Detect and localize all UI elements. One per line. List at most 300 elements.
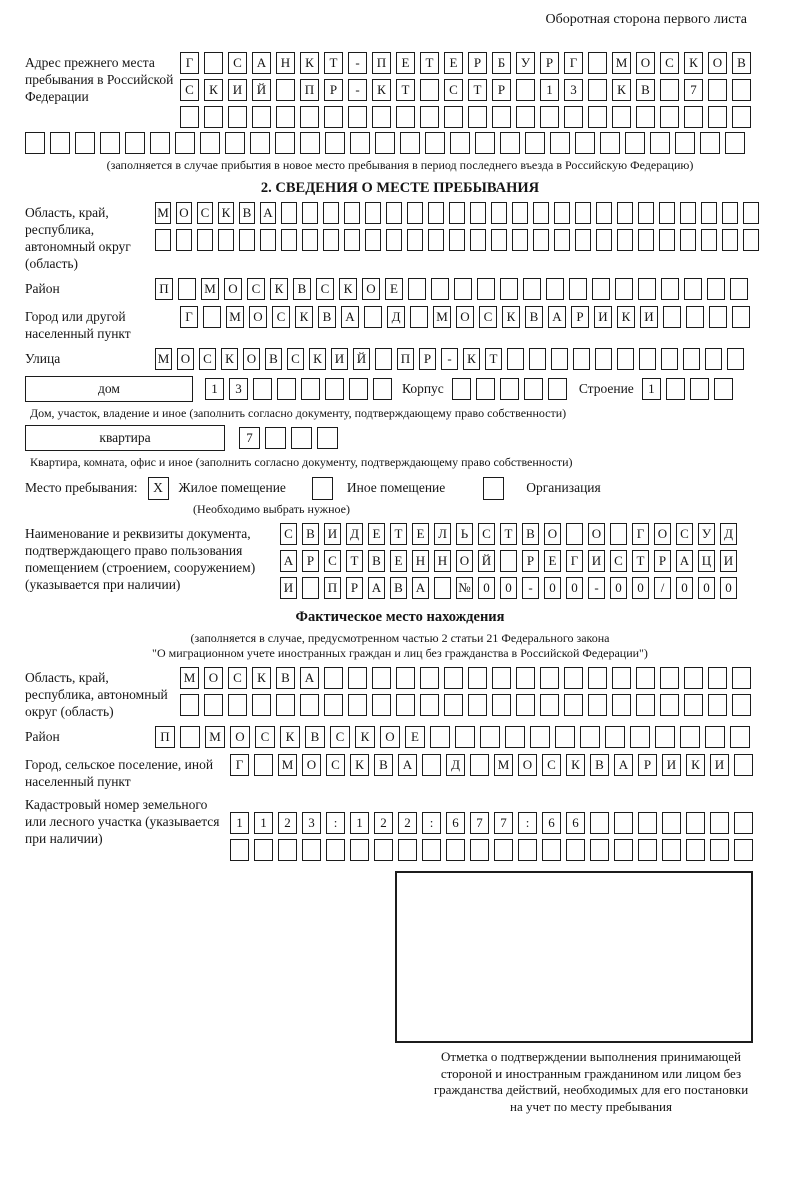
char-cell: Р bbox=[638, 754, 657, 776]
char-cell bbox=[680, 202, 696, 224]
char-cell bbox=[344, 202, 360, 224]
char-cell: И bbox=[331, 348, 348, 370]
char-cell bbox=[373, 378, 392, 400]
char-cell: В bbox=[390, 577, 407, 599]
char-cell bbox=[605, 726, 625, 748]
char-cell bbox=[708, 694, 727, 716]
char-cell bbox=[254, 754, 273, 776]
char-cell: Д bbox=[446, 754, 465, 776]
kadastr-grid bbox=[230, 794, 753, 861]
char-cell bbox=[252, 694, 271, 716]
char-cell bbox=[516, 667, 535, 689]
char-cell bbox=[684, 278, 702, 300]
char-cell: Й bbox=[252, 79, 271, 101]
char-cell bbox=[533, 202, 549, 224]
char-cell bbox=[470, 229, 486, 251]
char-cell: 6 bbox=[542, 812, 561, 834]
char-cell bbox=[588, 79, 607, 101]
char-cell: 1 bbox=[642, 378, 661, 400]
char-cell: Г bbox=[564, 52, 583, 74]
kvartira-row bbox=[25, 425, 775, 451]
char-cell: У bbox=[516, 52, 535, 74]
char-cell: Г bbox=[632, 523, 649, 545]
char-cell: 0 bbox=[632, 577, 649, 599]
char-cell bbox=[590, 812, 609, 834]
char-cell bbox=[349, 378, 368, 400]
char-cell bbox=[727, 348, 744, 370]
char-cell bbox=[468, 694, 487, 716]
char-cell: С bbox=[228, 52, 247, 74]
char-cell: В bbox=[293, 278, 311, 300]
char-cell bbox=[610, 523, 627, 545]
char-cell: С bbox=[197, 202, 213, 224]
char-cell bbox=[612, 106, 631, 128]
char-cell: С bbox=[326, 754, 345, 776]
char-cell bbox=[588, 106, 607, 128]
gorod-label: Город или другой населенный пункт bbox=[25, 309, 131, 341]
char-cell: В bbox=[522, 523, 539, 545]
char-cell bbox=[684, 667, 703, 689]
char-cell bbox=[500, 278, 518, 300]
char-cell: А bbox=[676, 550, 693, 572]
char-cell bbox=[516, 694, 535, 716]
char-cell bbox=[730, 278, 748, 300]
char-cell bbox=[428, 229, 444, 251]
char-cell bbox=[743, 229, 759, 251]
char-cell: С bbox=[324, 550, 341, 572]
char-cell: В bbox=[590, 754, 609, 776]
char-cell: С bbox=[660, 52, 679, 74]
char-cell bbox=[708, 667, 727, 689]
char-cell bbox=[218, 229, 234, 251]
char-cell bbox=[659, 202, 675, 224]
kadastr-grid-row-2 bbox=[230, 839, 753, 861]
char-cell: К bbox=[612, 79, 631, 101]
char-cell: Г bbox=[566, 550, 583, 572]
char-cell: В bbox=[525, 306, 543, 328]
char-cell bbox=[278, 839, 297, 861]
fact-raion-grid bbox=[155, 726, 750, 748]
char-cell bbox=[75, 132, 95, 154]
char-cell bbox=[732, 79, 751, 101]
char-cell bbox=[422, 754, 441, 776]
char-cell bbox=[454, 278, 472, 300]
char-cell bbox=[494, 839, 513, 861]
char-cell: В bbox=[636, 79, 655, 101]
char-cell: О bbox=[362, 278, 380, 300]
char-cell bbox=[301, 378, 320, 400]
char-cell bbox=[434, 577, 451, 599]
gorod-grid bbox=[180, 306, 750, 328]
char-cell bbox=[203, 306, 221, 328]
fact-raion-row bbox=[25, 726, 775, 748]
char-cell bbox=[348, 667, 367, 689]
char-cell bbox=[638, 202, 654, 224]
fact-gorod-row bbox=[25, 754, 775, 790]
fact-note-line-2: "О миграционном учете иностранных граждан и лиц без гражданства в Российской Федерации") bbox=[152, 646, 648, 660]
char-cell bbox=[317, 427, 338, 449]
char-cell bbox=[548, 378, 567, 400]
char-cell bbox=[596, 229, 612, 251]
char-cell: 0 bbox=[478, 577, 495, 599]
char-cell: И bbox=[588, 550, 605, 572]
char-cell: О bbox=[224, 278, 242, 300]
dom-box-label: дом bbox=[25, 376, 193, 402]
char-cell: Н bbox=[434, 550, 451, 572]
char-cell bbox=[228, 106, 247, 128]
char-cell: Н bbox=[276, 52, 295, 74]
char-cell: Т bbox=[324, 52, 343, 74]
char-cell: № bbox=[456, 577, 473, 599]
char-cell bbox=[554, 202, 570, 224]
char-cell: - bbox=[588, 577, 605, 599]
char-cell bbox=[372, 667, 391, 689]
char-cell: Е bbox=[412, 523, 429, 545]
char-cell: Т bbox=[346, 550, 363, 572]
char-cell: Л bbox=[434, 523, 451, 545]
char-cell: Т bbox=[396, 79, 415, 101]
char-cell bbox=[540, 694, 559, 716]
char-cell bbox=[444, 694, 463, 716]
char-cell bbox=[491, 229, 507, 251]
char-cell: А bbox=[614, 754, 633, 776]
char-cell: И bbox=[594, 306, 612, 328]
char-cell: К bbox=[463, 348, 480, 370]
char-cell bbox=[732, 667, 751, 689]
char-cell: М bbox=[155, 348, 172, 370]
char-cell: О bbox=[230, 726, 250, 748]
char-cell bbox=[566, 839, 585, 861]
fact-oblast-label: Область, край, республика, автономный округ (область) bbox=[25, 670, 168, 719]
char-cell: О bbox=[302, 754, 321, 776]
korpus-grid bbox=[452, 378, 567, 400]
mesto-row bbox=[25, 476, 775, 500]
oblast-grid bbox=[155, 202, 759, 251]
char-cell bbox=[420, 106, 439, 128]
char-cell bbox=[540, 106, 559, 128]
char-cell: О bbox=[243, 348, 260, 370]
char-cell bbox=[365, 229, 381, 251]
char-cell bbox=[150, 132, 170, 154]
stamp-caption bbox=[367, 1049, 800, 1115]
char-cell: С bbox=[478, 523, 495, 545]
char-cell: О bbox=[708, 52, 727, 74]
document-grid-row-2 bbox=[280, 550, 737, 572]
char-cell bbox=[732, 106, 751, 128]
ulitsa-label: Улица bbox=[25, 351, 61, 366]
mesto-note: (Необходимо выбрать нужное) bbox=[193, 502, 350, 516]
char-cell bbox=[705, 726, 725, 748]
char-cell: К bbox=[204, 79, 223, 101]
char-cell bbox=[420, 79, 439, 101]
char-cell bbox=[375, 348, 392, 370]
char-cell: М bbox=[180, 667, 199, 689]
char-cell bbox=[655, 726, 675, 748]
char-cell bbox=[507, 348, 524, 370]
char-cell bbox=[176, 229, 192, 251]
char-cell: К bbox=[339, 278, 357, 300]
char-cell bbox=[516, 79, 535, 101]
char-cell: / bbox=[654, 577, 671, 599]
char-cell bbox=[505, 726, 525, 748]
char-cell bbox=[476, 378, 495, 400]
char-cell: О bbox=[456, 550, 473, 572]
char-cell bbox=[492, 667, 511, 689]
char-cell bbox=[350, 839, 369, 861]
char-cell: П bbox=[300, 79, 319, 101]
char-cell bbox=[430, 726, 450, 748]
char-cell bbox=[709, 306, 727, 328]
char-cell: М bbox=[155, 202, 171, 224]
char-cell bbox=[588, 694, 607, 716]
char-cell bbox=[302, 229, 318, 251]
char-cell bbox=[281, 202, 297, 224]
raion-label: Район bbox=[25, 281, 60, 296]
char-cell bbox=[512, 202, 528, 224]
char-cell bbox=[364, 306, 382, 328]
char-cell: 7 bbox=[684, 79, 703, 101]
char-cell bbox=[732, 694, 751, 716]
char-cell bbox=[204, 52, 223, 74]
char-cell bbox=[372, 106, 391, 128]
char-cell bbox=[564, 694, 583, 716]
char-cell: Д bbox=[387, 306, 405, 328]
char-cell: Г bbox=[180, 306, 198, 328]
oblast-grid-row-2 bbox=[155, 229, 759, 251]
char-cell bbox=[500, 132, 520, 154]
char-cell bbox=[407, 202, 423, 224]
option-label-inoe: Иное помещение bbox=[346, 480, 446, 495]
char-cell bbox=[638, 839, 657, 861]
char-cell: Е bbox=[396, 52, 415, 74]
char-cell bbox=[575, 132, 595, 154]
char-cell bbox=[470, 754, 489, 776]
fact-oblast-row bbox=[25, 667, 775, 720]
char-cell: 0 bbox=[500, 577, 517, 599]
char-cell bbox=[178, 278, 196, 300]
char-cell bbox=[638, 229, 654, 251]
char-cell: В bbox=[374, 754, 393, 776]
char-cell bbox=[253, 378, 272, 400]
char-cell bbox=[710, 839, 729, 861]
char-cell bbox=[725, 132, 745, 154]
char-cell bbox=[374, 839, 393, 861]
char-cell bbox=[428, 202, 444, 224]
char-cell: К bbox=[502, 306, 520, 328]
checkbox-organizatsiya bbox=[483, 477, 504, 500]
char-cell bbox=[666, 378, 685, 400]
char-cell: И bbox=[324, 523, 341, 545]
char-cell: Е bbox=[444, 52, 463, 74]
char-cell bbox=[542, 839, 561, 861]
char-cell bbox=[662, 839, 681, 861]
char-cell bbox=[592, 278, 610, 300]
char-cell bbox=[569, 278, 587, 300]
char-cell: Е bbox=[368, 523, 385, 545]
char-cell bbox=[446, 839, 465, 861]
char-cell bbox=[425, 132, 445, 154]
char-cell: К bbox=[252, 667, 271, 689]
char-cell bbox=[614, 839, 633, 861]
fact-note-line-1: (заполняется в случае, предусмотренном частью 2 статьи 21 Федерального закона bbox=[190, 631, 610, 645]
char-cell: 6 bbox=[446, 812, 465, 834]
char-cell bbox=[324, 667, 343, 689]
char-cell bbox=[707, 278, 725, 300]
char-cell: К bbox=[617, 306, 635, 328]
char-cell bbox=[291, 427, 312, 449]
document-grid-row-3 bbox=[280, 577, 737, 599]
char-cell bbox=[480, 726, 500, 748]
char-cell: Т bbox=[632, 550, 649, 572]
dom-grid bbox=[205, 378, 392, 400]
char-cell bbox=[734, 812, 753, 834]
char-cell: : bbox=[518, 812, 537, 834]
char-cell: 1 bbox=[230, 812, 249, 834]
char-cell bbox=[180, 726, 200, 748]
char-cell bbox=[523, 278, 541, 300]
char-cell: Ь bbox=[456, 523, 473, 545]
char-cell bbox=[734, 839, 753, 861]
char-cell: Р bbox=[540, 52, 559, 74]
char-cell: В bbox=[239, 202, 255, 224]
char-cell bbox=[260, 229, 276, 251]
char-cell bbox=[684, 694, 703, 716]
char-cell bbox=[302, 202, 318, 224]
char-cell bbox=[325, 132, 345, 154]
stamp-caption-line-2: стороной и иностранным гражданином или лицом без bbox=[440, 1065, 742, 1081]
char-cell: Ц bbox=[698, 550, 715, 572]
char-cell: С bbox=[272, 306, 290, 328]
char-cell: 7 bbox=[494, 812, 513, 834]
char-cell bbox=[265, 427, 286, 449]
char-cell bbox=[228, 694, 247, 716]
char-cell bbox=[573, 348, 590, 370]
prev-address-caption: (заполняется в случае прибытия в новое место пребывания в период последнего въезда в Российскую Федерацию) bbox=[106, 158, 694, 172]
char-cell: С bbox=[610, 550, 627, 572]
fact-title: Фактическое место нахождения bbox=[295, 609, 505, 625]
section2-title: 2. СВЕДЕНИЯ О МЕСТЕ ПРЕБЫВАНИЯ bbox=[260, 180, 540, 196]
char-cell bbox=[588, 52, 607, 74]
char-cell bbox=[555, 726, 575, 748]
char-cell bbox=[250, 132, 270, 154]
char-cell bbox=[324, 694, 343, 716]
char-cell bbox=[680, 726, 700, 748]
char-cell: П bbox=[372, 52, 391, 74]
char-cell bbox=[254, 839, 273, 861]
char-cell bbox=[636, 667, 655, 689]
char-cell bbox=[281, 229, 297, 251]
char-cell: М bbox=[201, 278, 219, 300]
char-cell bbox=[225, 132, 245, 154]
char-cell: О bbox=[177, 348, 194, 370]
char-cell bbox=[638, 278, 656, 300]
char-cell: К bbox=[355, 726, 375, 748]
char-cell bbox=[710, 812, 729, 834]
char-cell: А bbox=[548, 306, 566, 328]
fact-oblast-grid-row-1 bbox=[180, 667, 751, 689]
char-cell: К bbox=[270, 278, 288, 300]
char-cell: Е bbox=[544, 550, 561, 572]
char-cell bbox=[700, 132, 720, 154]
char-cell bbox=[730, 726, 750, 748]
char-cell bbox=[500, 550, 517, 572]
char-cell: А bbox=[398, 754, 417, 776]
char-cell: К bbox=[309, 348, 326, 370]
char-cell: К bbox=[218, 202, 234, 224]
char-cell: Р bbox=[302, 550, 319, 572]
char-cell bbox=[722, 202, 738, 224]
char-cell bbox=[663, 306, 681, 328]
char-cell bbox=[407, 229, 423, 251]
char-cell: К bbox=[280, 726, 300, 748]
char-cell: О bbox=[456, 306, 474, 328]
char-cell: М bbox=[433, 306, 451, 328]
dom-caption: Дом, участок, владение и иное (заполнить согласно документу, подтверждающему право собственности) bbox=[30, 406, 567, 420]
char-cell bbox=[180, 106, 199, 128]
option-label-organizatsiya: Организация bbox=[526, 480, 601, 495]
char-cell bbox=[675, 132, 695, 154]
char-cell bbox=[386, 229, 402, 251]
char-cell: Р bbox=[654, 550, 671, 572]
char-cell bbox=[400, 132, 420, 154]
char-cell: 1 bbox=[350, 812, 369, 834]
char-cell bbox=[596, 202, 612, 224]
char-cell: М bbox=[226, 306, 244, 328]
char-cell bbox=[564, 106, 583, 128]
char-cell bbox=[431, 278, 449, 300]
char-cell: У bbox=[698, 523, 715, 545]
option-label-zhiloe: Жилое помещение bbox=[178, 480, 286, 495]
char-cell bbox=[732, 306, 750, 328]
char-cell bbox=[252, 106, 271, 128]
char-cell bbox=[595, 348, 612, 370]
char-cell bbox=[470, 202, 486, 224]
char-cell bbox=[452, 378, 471, 400]
char-cell: К bbox=[566, 754, 585, 776]
char-cell bbox=[277, 378, 296, 400]
char-cell bbox=[200, 132, 220, 154]
char-cell bbox=[491, 202, 507, 224]
char-cell: В bbox=[265, 348, 282, 370]
char-cell bbox=[302, 577, 319, 599]
char-cell bbox=[348, 106, 367, 128]
ulitsa-grid bbox=[155, 348, 744, 370]
char-cell bbox=[701, 202, 717, 224]
char-cell: Р bbox=[522, 550, 539, 572]
char-cell: С bbox=[330, 726, 350, 748]
char-cell bbox=[630, 726, 650, 748]
char-cell: С bbox=[247, 278, 265, 300]
char-cell: Т bbox=[390, 523, 407, 545]
char-cell bbox=[554, 229, 570, 251]
document-section bbox=[25, 523, 775, 599]
document-label: Наименование и реквизиты документа, подтверждающего право пользования помещением (строением, сооружением) (указывается при наличии) bbox=[25, 526, 256, 592]
char-cell: - bbox=[522, 577, 539, 599]
char-cell bbox=[686, 812, 705, 834]
fact-raion-label: Район bbox=[25, 729, 60, 744]
char-cell bbox=[468, 667, 487, 689]
char-cell bbox=[302, 839, 321, 861]
char-cell bbox=[396, 667, 415, 689]
char-cell: Н bbox=[412, 550, 429, 572]
char-cell bbox=[564, 667, 583, 689]
char-cell bbox=[686, 306, 704, 328]
oblast-grid-row-1 bbox=[155, 202, 759, 224]
char-cell bbox=[239, 229, 255, 251]
char-cell bbox=[444, 106, 463, 128]
char-cell: Т bbox=[420, 52, 439, 74]
char-cell bbox=[546, 278, 564, 300]
